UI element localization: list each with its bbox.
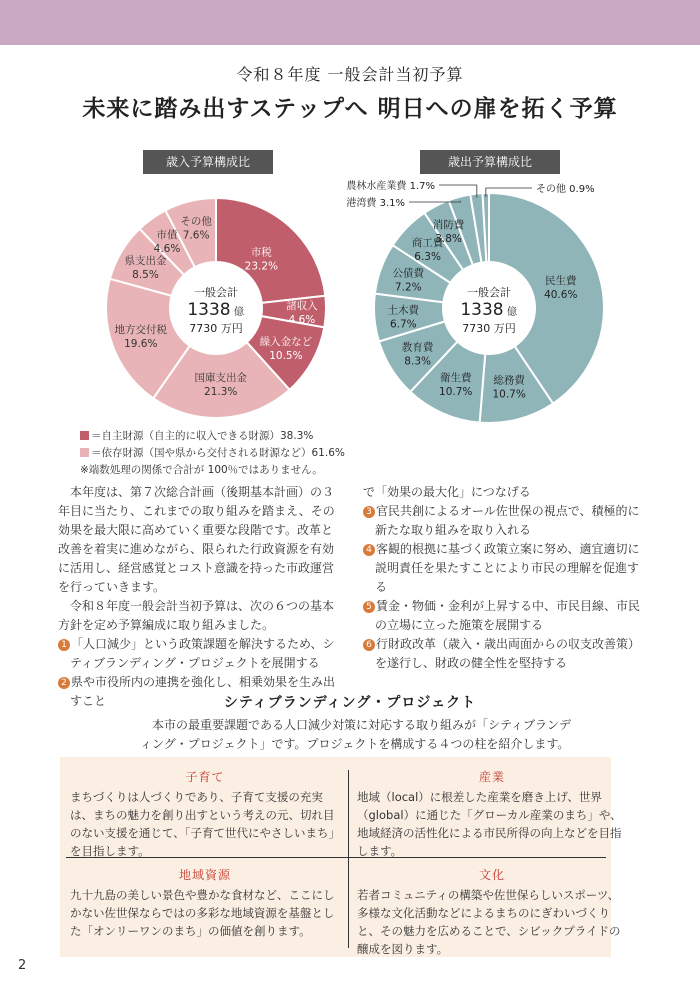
expense-slice-value-7: 3.8% (435, 232, 462, 245)
policy-text-5: 賃金・物価・金利が上昇する中、市民目線、市民の立場に立った施策を展開する (375, 599, 641, 632)
expense-center-amount: 1338 (460, 300, 504, 320)
expense-slice-name-9: 農林水産業費 1.7% (346, 181, 435, 192)
pillar-local-resources (70, 866, 340, 940)
pillar-culture (357, 866, 627, 958)
body-left-column (58, 483, 340, 711)
revenue-slice-value-7: 7.6% (182, 229, 210, 242)
policy-item-4 (365, 540, 643, 597)
expense-slice-name-10: その他 0.9% (536, 184, 595, 195)
policy-item-5 (365, 597, 643, 635)
revenue-slice-value-1: 4.6% (288, 313, 316, 326)
body-paragraph-1: 本年度は、第７次総合計画（後期基本計画）の３年目に当たり、これまでの取り組みを踏まえ、その効果を最大限に高めていく重要な段階です。改革と改善を着実に進めながら、限られた行政資源を有効に活用し、経営感覚とコスト意識を持った市政運営を行っていきます。 (58, 485, 335, 594)
expense-slice-name-4: 土木費 (387, 304, 420, 317)
expense-slice-name-3: 教育費 (401, 341, 434, 354)
pillar-industry (357, 768, 627, 860)
policy-text-2: 県や市役所内の連携を強化し、相乗効果を生み出すこと (70, 675, 336, 708)
pillar-childcare-text: まちづくりは人づくりであり、子育て支援の充実は、まちの魅力を創り出すという考えの元、切れ目のない支援を通じて、「子育て世代にやさしいまち」を目指します。 (70, 790, 341, 858)
revenue-slice-name-1: 諸収入 (286, 299, 318, 312)
revenue-slice-name-0: 市税 (250, 246, 272, 259)
expense-chart-header: 歳出予算構成比 (420, 150, 560, 174)
revenue-slice-value-5: 8.5% (132, 269, 159, 282)
policy-item-1 (60, 635, 340, 673)
project-intro: 本市の最重要課題である人口減少対策に対応する取り組みが「シティブランディング・プロジェクト」です。プロジェクトを構成する４つの柱を紹介します。 (140, 718, 572, 751)
policy-item-6 (365, 635, 643, 673)
revenue-slice-name-7: その他 (180, 215, 212, 228)
pillar-industry-text: 地域（local）に根差した産業を磨き上げ、世界（global）に通じた「グローカル産業のまち」や、地域経済の活性化による市民所得の向上などを目指します。 (357, 790, 622, 858)
revenue-slice-name-2: 繰入金など (259, 335, 313, 348)
expense-slice-name-2: 衛生費 (439, 371, 472, 384)
revenue-slice-value-3: 21.3% (204, 385, 238, 398)
revenue-slice-name-4: 地方交付税 (114, 324, 168, 337)
expense-slice-name-8: 港湾費 3.1% (346, 198, 405, 209)
policy-text-3: 官民共創によるオール佐世保の視点で、積極的に新たな取り組みを取り入れる (375, 504, 640, 537)
policy-item-3 (365, 502, 643, 540)
expense-slice-value-5: 7.2% (394, 281, 422, 294)
expense-center-unit: 億 (507, 307, 517, 318)
body-right-column (363, 483, 643, 673)
policy-number-5: 5 (363, 601, 375, 613)
page-number: 2 (18, 958, 27, 973)
policy-number-1: 1 (58, 639, 70, 651)
expense-slice-value-4: 6.7% (389, 318, 417, 331)
revenue-slice-value-2: 10.5% (269, 349, 303, 362)
expense-slice-value-1: 10.7% (492, 388, 526, 401)
pillar-childcare-title: 子育て (185, 770, 225, 784)
policy-text-6: 行財政改革（歳入・歳出両面からの収支改善策）を遂行し、財政の健全性を堅持する (375, 637, 641, 670)
pillar-childcare (70, 768, 340, 860)
revenue-slice-name-6: 市債 (156, 228, 178, 241)
revenue-center-amount: 1338 (187, 300, 231, 320)
revenue-slice-value-4: 19.6% (124, 338, 158, 351)
legend-note: ※端数処理の関係で合計が 100％ではありません。 (80, 464, 323, 476)
pillar-local-resources-title: 地域資源 (178, 868, 231, 882)
policy-text-4: 客観的根拠に基づく政策立案に努め、適宜適切に説明責任を果たすことにより市民の理解を促進する (375, 542, 640, 594)
expense-slice-value-6: 6.3% (414, 250, 441, 263)
policy-number-6: 6 (363, 639, 375, 651)
pillar-local-resources-text: 九十九島の美しい景色や豊かな食材など、ここにしかない佐世保ならではの多彩な地域資源を基盤とした「オンリーワンのまち」の価値を創ります。 (70, 888, 335, 938)
expense-slice-name-0: 民生費 (545, 275, 577, 288)
revenue-slice-value-6: 4.6% (153, 242, 181, 255)
expense-slice-name-6: 商工費 (411, 236, 444, 249)
pillars-divider-vertical (348, 770, 349, 948)
revenue-slice-value-0: 23.2% (244, 260, 279, 273)
revenue-legend (80, 428, 345, 479)
project-title: シティブランディング・プロジェクト (223, 695, 477, 711)
legend-dependent-text: ＝依存財源（国や県から交付される財源など）61.6% (91, 447, 345, 459)
expense-slice-value-0: 40.6% (544, 289, 578, 302)
policy-text-1: 「人口減少」という政策課題を解決するため、シティブランディング・プロジェクトを展開する (70, 637, 335, 670)
expense-slice-value-2: 10.7% (439, 385, 473, 398)
pillar-culture-text: 若者コミュニティの構築や佐世保らしいスポーツ、多様な文化活動などによるまちのにぎわいづくりと、その魅力を広めることで、シビックプライドの醸成を図ります。 (357, 888, 621, 956)
policy-number-2: 2 (58, 677, 70, 689)
pillar-industry-title: 産業 (478, 770, 505, 784)
page-title: 未来に踏み出すステップへ 明日への扉を拓く予算 (82, 96, 618, 122)
revenue-center-sub: 7730 万円 (189, 322, 243, 335)
budget-pie-charts (0, 0, 700, 440)
policy-number-4: 4 (363, 544, 375, 556)
body-paragraph-2: 令和８年度一般会計当初予算は、次の６つの基本方針を定め予算編成に取り組みました。 (58, 599, 335, 632)
revenue-slice-name-5: 県支出金 (124, 255, 167, 268)
legend-own-text: ＝自主財源（自主的に収入できる財源）38.3% (91, 430, 314, 442)
page-subtitle: 令和８年度 一般会計当初予算 (236, 65, 464, 84)
legend-dependent-swatch (80, 448, 89, 457)
expense-center-label: 一般会計 (467, 286, 511, 299)
policy-item-2-continued: で「効果の最大化」につなげる (363, 485, 531, 499)
revenue-chart-header: 歳入予算構成比 (143, 150, 273, 174)
expense-slice-name-5: 公債費 (392, 267, 425, 280)
revenue-slice-name-3: 国庫支出金 (194, 371, 247, 384)
legend-own-swatch (80, 431, 89, 440)
revenue-center-label: 一般会計 (194, 286, 238, 299)
legend-own (80, 428, 345, 445)
expense-center-sub: 7730 万円 (462, 322, 516, 335)
expense-slice-value-3: 8.3% (404, 355, 431, 368)
expense-slice-name-7: 消防費 (432, 218, 465, 231)
legend-dependent (80, 445, 345, 462)
revenue-center-unit: 億 (234, 307, 244, 318)
expense-slice-name-1: 総務費 (493, 374, 525, 387)
policy-number-3: 3 (363, 506, 375, 518)
pillar-culture-title: 文化 (478, 868, 505, 882)
